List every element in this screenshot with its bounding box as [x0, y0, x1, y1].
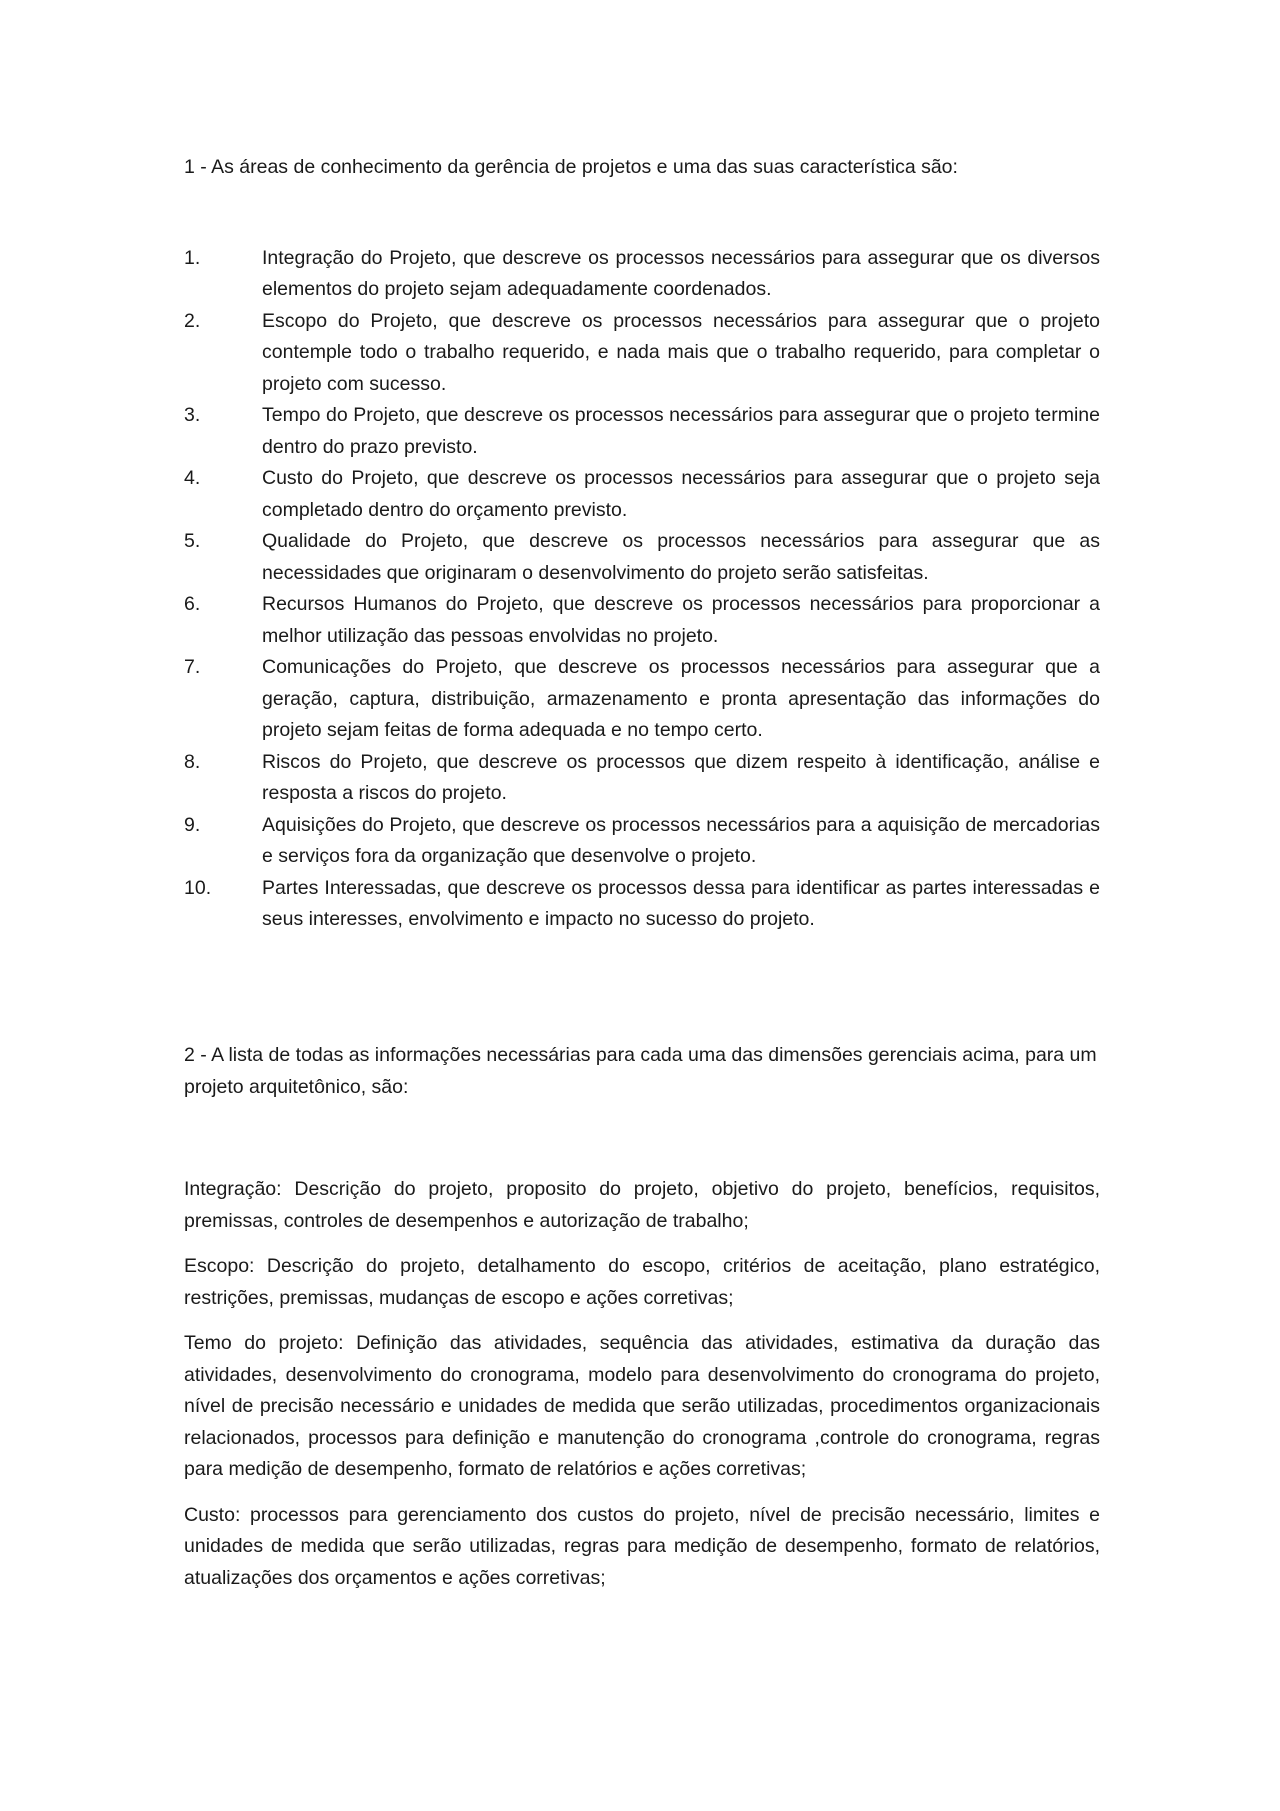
- list-item: [184, 810, 1100, 873]
- information-paragraphs: [184, 1174, 1100, 1594]
- list-item-text: Aquisições do Projeto, que descreve os processos necessários para a aquisição de mercadorias e serviços fora da organização que desenvolve o projeto.: [262, 813, 1100, 867]
- list-item-number: 8.: [184, 750, 201, 773]
- list-item: [184, 243, 1100, 306]
- list-item-text: Escopo do Projeto, que descreve os processos necessários para assegurar que o projeto contemple todo o trabalho requerido, e nada mais que o trabalho requerido, para completar o projeto com sucesso.: [262, 309, 1100, 395]
- list-item-text: Recursos Humanos do Projeto, que descreve os processos necessários para proporcionar a melhor utilização das pessoas envolvidas no projeto.: [262, 593, 1100, 647]
- question-1-title: 1 - As áreas de conhecimento da gerência de projetos e uma das suas característica são:: [184, 156, 958, 178]
- list-item-text: Tempo do Projeto, que descreve os processos necessários para assegurar que o projeto termine dentro do prazo previsto.: [262, 404, 1100, 458]
- list-item: [184, 463, 1100, 526]
- list-item-number: 4.: [184, 467, 201, 489]
- paragraph-escopo: Escopo: Descrição do projeto, detalhamento do escopo, critérios de aceitação, plano estratégico, restrições, premissas, mudanças de escopo e ações corretivas;: [184, 1255, 1100, 1309]
- list-item-number: 1.: [184, 246, 201, 269]
- list-item-number: 10.: [184, 876, 212, 899]
- list-item: [184, 652, 1100, 747]
- list-item: [184, 589, 1100, 652]
- list-item: [184, 747, 1100, 810]
- question-1-section: [184, 152, 1100, 936]
- paragraph-custo: Custo: processos para gerenciamento dos custos do projeto, nível de precisão necessário, limites e unidades de medida que serão utilizadas, regras para medição de desempenho, formato de relatórios, atualizações dos orçamentos e ações corretivas;: [184, 1503, 1100, 1589]
- question-2-title: 2 - A lista de todas as informações necessárias para cada uma das dimensões gerenciais acima, para um projeto arquitetônico, são:: [184, 1044, 1097, 1098]
- paragraph-integracao: Integração: Descrição do projeto, proposito do projeto, objetivo do projeto, benefícios, requisitos, premissas, controles de desempenhos e autorização de trabalho;: [184, 1178, 1100, 1232]
- question-2-section: [184, 1040, 1100, 1608]
- list-item-text: Riscos do Projeto, que descreve os processos que dizem respeito à identificação, análise e resposta a riscos do projeto.: [262, 750, 1100, 804]
- list-item-number: 7.: [184, 656, 201, 678]
- list-item-text: Comunicações do Projeto, que descreve os processos necessários para assegurar que a geração, captura, distribuição, armazenamento e pronta apresentação das informações do projeto sejam feitas de forma adequada e no tempo certo.: [262, 656, 1100, 741]
- list-item-text: Partes Interessadas, que descreve os processos dessa para identificar as partes interessadas e seus interesses, envolvimento e impacto no sucesso do projeto.: [262, 876, 1100, 930]
- list-item: [184, 873, 1100, 936]
- list-item: [184, 526, 1100, 589]
- list-item: [184, 400, 1100, 463]
- list-item-text: Qualidade do Projeto, que descreve os processos necessários para assegurar que as necessidades que originaram o desenvolvimento do projeto serão satisfeitas.: [262, 530, 1100, 584]
- list-item-number: 9.: [184, 813, 201, 836]
- knowledge-areas-list: [184, 243, 1100, 936]
- list-item-number: 3.: [184, 404, 201, 426]
- list-item-text: Custo do Projeto, que descreve os processos necessários para assegurar que o projeto seja completado dentro do orçamento previsto.: [262, 467, 1100, 521]
- list-item: [184, 306, 1100, 401]
- list-item-text: Integração do Projeto, que descreve os processos necessários para assegurar que os diversos elementos do projeto sejam adequadamente coordenados.: [262, 246, 1100, 300]
- list-item-number: 5.: [184, 530, 201, 552]
- paragraph-tempo: Temo do projeto: Definição das atividades, sequência das atividades, estimativa da duração das atividades, desenvolvimento do cronograma, modelo para desenvolvimento do cronograma do projeto, nível de precisão necessário e unidades de medida que serão utilizadas, procedimentos organizacionais relacionados, processos para definição e manutenção do cronograma ,controle do cronograma, regras para medição de desempenho, formato de relatórios e ações corretivas;: [184, 1332, 1100, 1480]
- list-item-number: 2.: [184, 309, 201, 332]
- list-item-number: 6.: [184, 593, 201, 615]
